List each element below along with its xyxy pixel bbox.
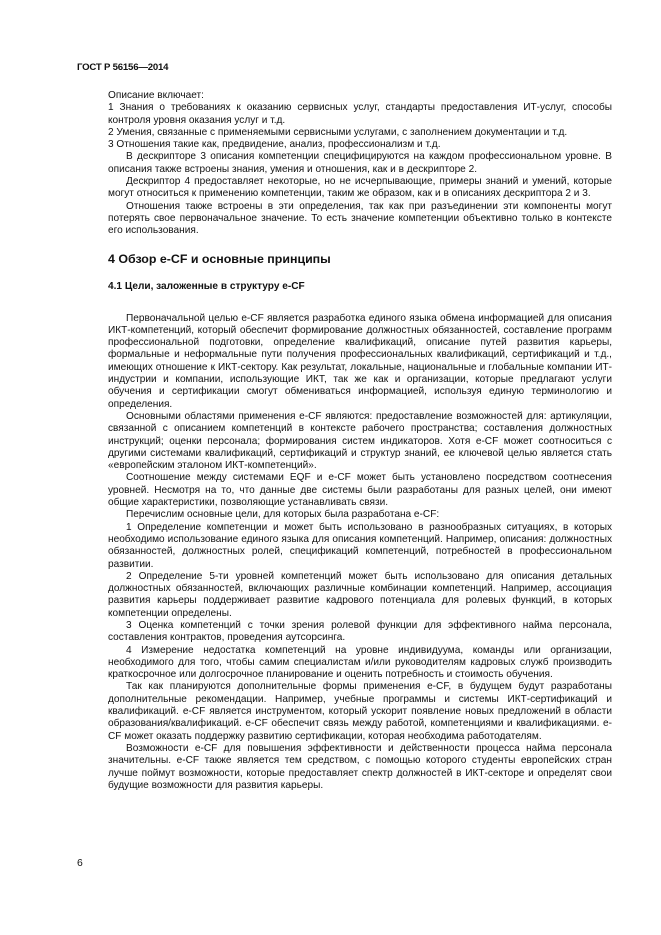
- subsection-title: 4.1 Цели, заложенные в структуру e-CF: [108, 280, 305, 292]
- list-item: 1 Знания о требованиях к оказанию сервисных услуг, стандарты предоставления ИТ-услуг, способы контроля уровня оказания услуг и т.д.: [108, 102, 612, 126]
- list-item: 3 Отношения такие как, предвидение, анализ, профессионализм и т.д.: [108, 139, 441, 151]
- page-number: 6: [77, 858, 83, 869]
- paragraph: Перечислим основные цели, для которых была разработана e-CF:: [126, 509, 440, 521]
- section-title: 4 Обзор e-CF и основные принципы: [108, 251, 331, 266]
- paragraph: В дескрипторе 3 описания компетенции специфицируются на каждом профессиональном уровне. В описания также встроены знания, умения и отношения, как и в дескрипторе 2.: [108, 151, 612, 175]
- list-item: 3 Оценка компетенций с точки зрения ролевой функции для эффективного найма персонала, составления контрактов, проведения аутсорсинга.: [108, 619, 612, 644]
- paragraph: Описание включает:: [108, 90, 204, 101]
- page-content: [108, 90, 612, 792]
- document-header: ГОСТ Р 56156—2014: [77, 62, 169, 73]
- paragraph: Дескриптор 4 предоставляет некоторые, но не исчерпывающие, примеры знаний и умений, которые могут относиться к применению компетенции, таким же образом, как и в описаниях дескриптора 2 и 3.: [108, 176, 612, 200]
- paragraph: Основными областями применения e-CF являются: предоставление возможностей для: артикуляции, связанной с описанием компетенций в контексте рабочего пространства; составления должностных инструкций; оценки персонала; формирования систем индикаторов. Хотя e-CF может соотноситься с другими системами квалификаций, сертификаций и структур знаний, ее ключевой целью является стать «европейским эталоном ИКТ-компетенций».: [108, 410, 612, 472]
- list-item: 1 Определение компетенции и может быть использовано в разнообразных ситуациях, в которых необходимо использование единого языка для описания компетенций. Например, описания: должностных обязанностей, должностных ролей, спецификаций компетенций, потребностей в профессиональном развитии.: [108, 521, 612, 570]
- list-item: 2 Определение 5-ти уровней компетенций может быть использовано для описания детальных должностных обязанностей, включающих различные комбинации компетенций. Например, ассоциация развития карьеры поддерживает развитие кадрового потенциала для ролевых функций, в которых компетенции определены.: [108, 570, 612, 619]
- paragraph: Так как планируются дополнительные формы применения e-CF, в будущем будут разработаны дополнительные рекомендации. Например, учебные программы и системы ИКТ-сертификаций и квалификаций. e-CF является инструментом, который ускорит появление новых предложений в области образования/квалификаций. e-CF обеспечит связь между работой, компетенциями и квалификациями. e-CF может оказать поддержку развитию сертификации, которая необходима работодателям.: [108, 681, 612, 742]
- paragraph: Отношения также встроены в эти определения, так как при разъединении эти компоненты могут потерять свое первоначальное значение. То есть значение компетенции объективно только в контексте его использования.: [108, 200, 612, 237]
- list-item: 4 Измерение недостатка компетенций на уровне индивидуума, команды или организации, необходимого для того, чтобы самим специалистам и/или руководителям кадровых служб производить краткосрочное или долгосрочное планирование и оценить потребность и стоимость обучения.: [108, 644, 612, 681]
- list-item: 2 Умения, связанные с применяемыми сервисными услугами, с заполнением документации и т.д.: [108, 126, 568, 138]
- paragraph: Первоначальной целью e-CF является разработка единого языка обмена информацией для описания ИКТ-компетенций, который обеспечит формирование должностных обязанностей, составление программ профессиональной подготовки, определение квалификаций, описание путей развития карьеры, формальные и неформальные пути получения профессиональных квалификаций, сертификаций и т.д., имеющих отношение к ИКТ-сектору. Как результат, локальные, национальные и глобальные компании ИТ-индустрии и компании, использующие ИКТ, так же как и организации, которые предлагают услуги обучения и сертификации смогут обмениваться информацией, используя единую терминологию и определения.: [108, 312, 612, 410]
- paragraph: Возможности e-CF для повышения эффективности и действенности процесса найма персонала значительны. e-CF также является тем средством, с помощью которого студенты европейских стран лучше поймут возможности, которые предоставляет спектр должностей в ИКТ-секторе и определят свои будущие возможности для развития карьеры.: [108, 742, 612, 791]
- paragraph: Соотношение между системами EQF и e-CF может быть установлено посредством соотнесения уровней. Несмотря на то, что данные две системы были разработаны для разных целей, они имеют общие характеристики, позволяющие устанавливать связи.: [108, 472, 612, 509]
